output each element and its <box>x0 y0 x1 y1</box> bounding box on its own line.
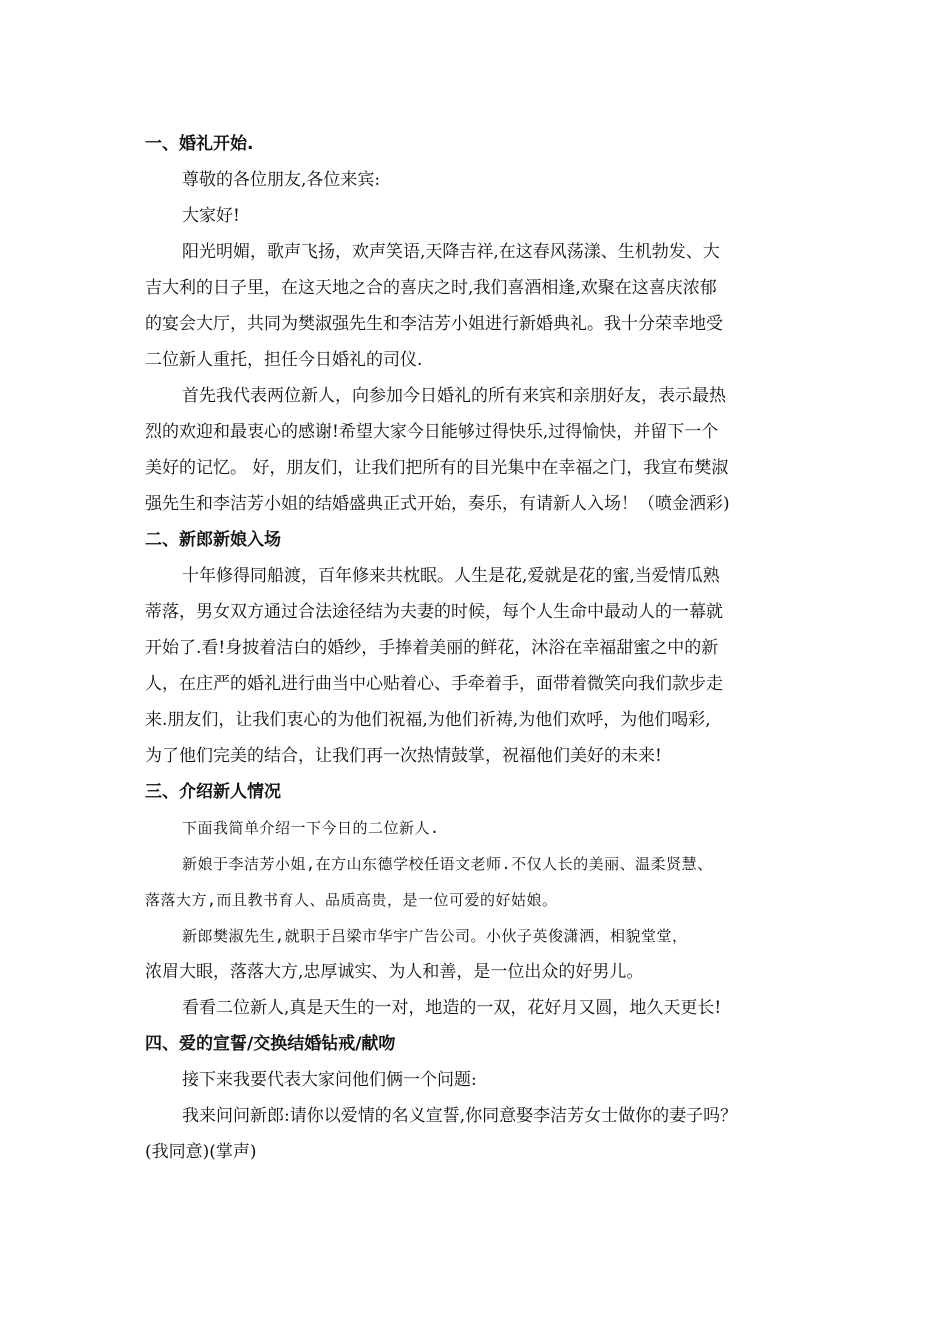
section-body <box>145 558 810 774</box>
text-line: 强先生和李洁芳小姐的结婚盛典正式开始，奏乐，有请新人入场！（喷金洒彩) <box>145 494 730 514</box>
text-line: 大家好! <box>182 206 240 226</box>
text-line: 阳光明媚，歌声飞扬，欢声笑语,天降吉祥,在这春风荡漾、生机勃发、大 <box>182 242 720 262</box>
section-body <box>145 162 810 522</box>
section-heading: 四、爱的宣誓/交换结婚钻戒/献吻 <box>145 1034 396 1054</box>
text-line: 尊敬的各位朋友,各位来宾: <box>182 170 381 190</box>
section-body <box>145 1062 810 1170</box>
text-line: 吉大利的日子里，在这天地之合的喜庆之时,我们喜酒相逢,欢聚在这喜庆浓郁 <box>145 278 717 298</box>
text-line: 十年修得同船渡，百年修来共枕眠。人生是花,爱就是花的蜜,当爱情瓜熟 <box>182 566 720 586</box>
text-line: 烈的欢迎和最衷心的感谢!希望大家今日能够过得快乐,过得愉快，并留下一个 <box>145 422 719 442</box>
text-line: 开始了.看!身披着洁白的婚纱，手捧着美丽的鲜花，沐浴在幸福甜蜜之中的新 <box>145 638 719 658</box>
text-line: 蒂落，男女双方通过合法途径结为夫妻的时候，每个人生命中最动人的一幕就 <box>145 602 723 622</box>
text-line: 落落大方,而且教书育人、品质高贵，是一位可爱的好姑娘。 <box>145 891 558 909</box>
text-line: (我同意)(掌声) <box>145 1142 257 1162</box>
document-body <box>145 126 810 1170</box>
text-line: 美好的记忆。 好，朋友们，让我们把所有的目光集中在幸福之门，我宣布樊淑 <box>145 458 729 478</box>
text-line: 新娘于李洁芳小姐,在方山东德学校任语文老师.不仅人长的美丽、温柔贤慧、 <box>182 855 713 873</box>
text-line: 的宴会大厅，共同为樊淑强先生和李洁芳小姐进行新婚典礼。我十分荣幸地受 <box>145 314 723 334</box>
section-heading: 二、新郎新娘入场 <box>145 530 281 550</box>
text-line: 下面我简单介绍一下今日的二位新人. <box>182 819 440 837</box>
text-line: 接下来我要代表大家问他们俩一个问题: <box>182 1070 477 1090</box>
text-line: 浓眉大眼，落落大方,忠厚诚实、为人和善，是一位出众的好男儿。 <box>145 962 644 982</box>
section-body <box>145 810 810 1026</box>
text-line: 来.朋友们，让我们衷心的为他们祝福,为他们祈祷,为他们欢呼，为他们喝彩, <box>145 710 711 730</box>
text-line: 人，在庄严的婚礼进行曲当中心贴着心、手牵着手，面带着微笑向我们款步走 <box>145 674 723 694</box>
text-line: 首先我代表两位新人，向参加今日婚礼的所有来宾和亲朋好友，表示最热 <box>182 386 726 406</box>
text-line: 看看二位新人,真是天生的一对，地造的一双，花好月又圆，地久天更长! <box>182 998 722 1018</box>
text-line: 新郎樊淑先生,就职于吕梁市华宇广告公司。小伙子英俊潇洒，相貌堂堂， <box>182 927 688 945</box>
text-line: 二位新人重托，担任今日婚礼的司仪. <box>145 350 423 370</box>
section-heading: 一、婚礼开始. <box>145 134 254 154</box>
text-line: 为了他们完美的结合，让我们再一次热情鼓掌，祝福他们美好的未来! <box>145 746 662 766</box>
section-heading: 三、介绍新人情况 <box>145 782 281 802</box>
text-line: 我来问问新郎:请你以爱情的名义宣誓,你同意娶李洁芳女士做你的妻子吗？ <box>182 1106 738 1126</box>
